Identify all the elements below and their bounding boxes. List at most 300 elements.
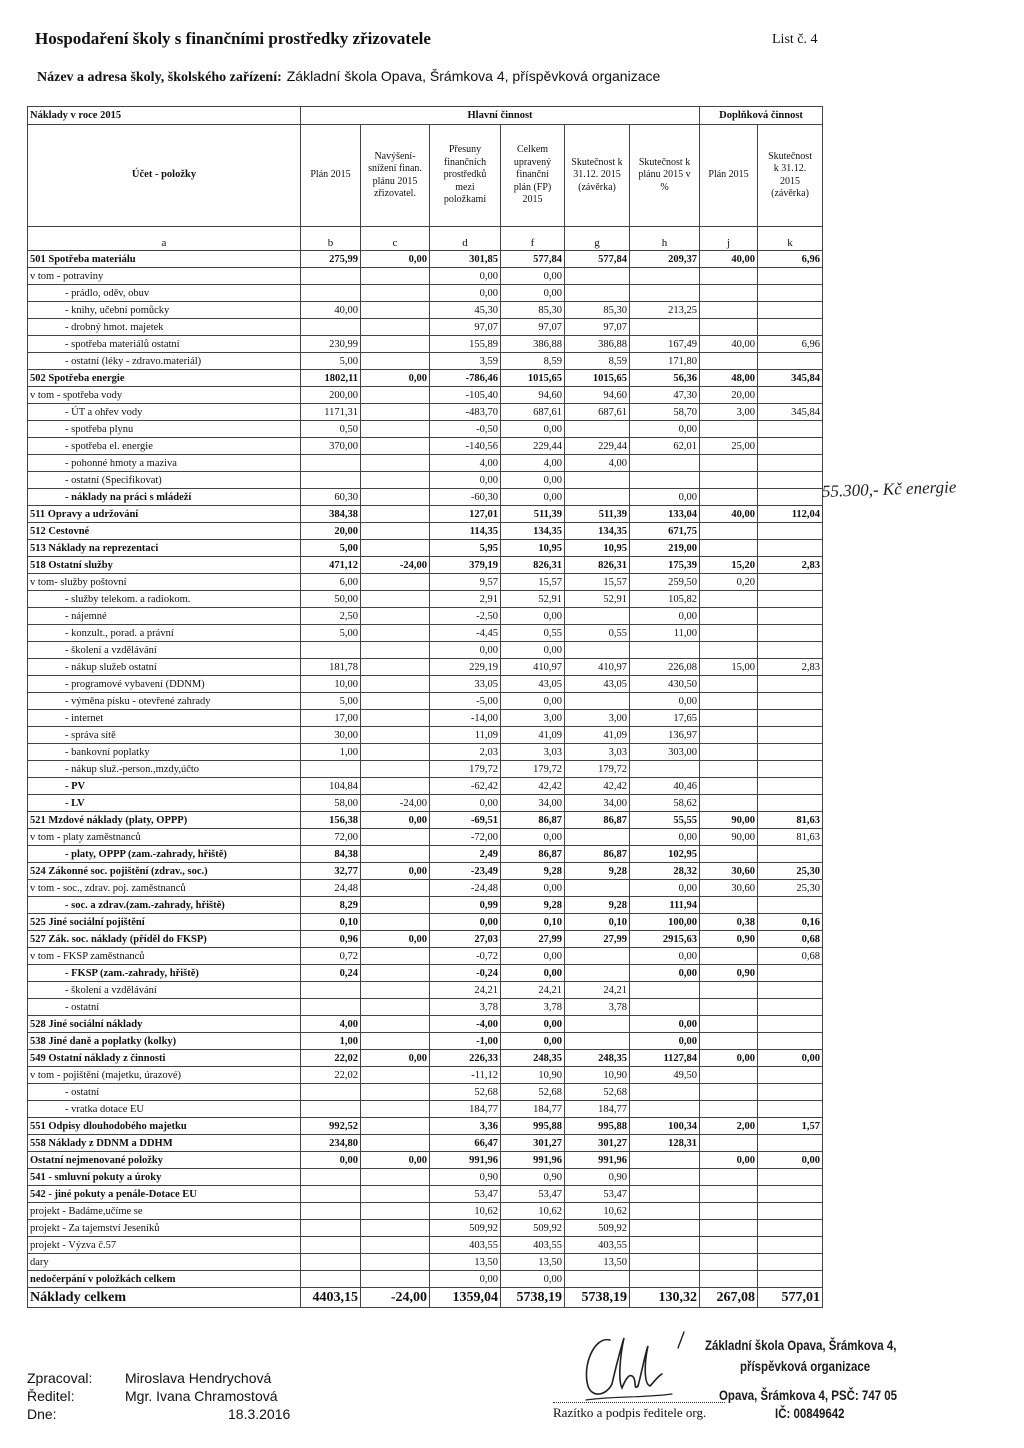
cell-actual-pct: 133,04 — [630, 506, 700, 523]
cell-plan-change — [361, 1220, 430, 1237]
cell-supp-plan: 0,90 — [700, 931, 758, 948]
cell-actual-pct: 62,01 — [630, 438, 700, 455]
cell-plan: 384,38 — [301, 506, 361, 523]
cell-plan-change: 0,00 — [361, 1050, 430, 1067]
cell-plan — [301, 1237, 361, 1254]
cell-supp-actual: 1,57 — [758, 1118, 823, 1135]
table-row — [28, 642, 823, 659]
col-letter: j — [700, 227, 758, 251]
cell-supp-actual — [758, 285, 823, 302]
cell-supp-plan — [700, 1203, 758, 1220]
table-row — [28, 812, 823, 829]
cell-adjusted-plan: 0,90 — [501, 1169, 565, 1186]
cell-transfers: -23,49 — [430, 863, 501, 880]
cell-plan: 84,38 — [301, 846, 361, 863]
cell-supp-plan — [700, 1084, 758, 1101]
cell-transfers: -5,00 — [430, 693, 501, 710]
row-label: 541 - smluvní pokuty a úroky — [28, 1169, 301, 1186]
prepared-by-name: Miroslava Hendrychová — [125, 1370, 272, 1386]
cell-actual-pct: 58,70 — [630, 404, 700, 421]
cell-supp-actual — [758, 1237, 823, 1254]
cell-plan — [301, 1169, 361, 1186]
cell-plan-change — [361, 761, 430, 778]
cell-actual: 3,78 — [565, 999, 630, 1016]
cell-plan-change — [361, 1271, 430, 1288]
cell-plan-change: -24,00 — [361, 795, 430, 812]
cell-supp-actual — [758, 302, 823, 319]
cell-supp-plan: 40,00 — [700, 336, 758, 353]
cell-supp-actual — [758, 1169, 823, 1186]
table-row — [28, 438, 823, 455]
row-label: v tom - spotřeba vody — [28, 387, 301, 404]
cell-plan — [301, 1254, 361, 1271]
cell-plan-change: 0,00 — [361, 812, 430, 829]
cell-supp-actual: 6,96 — [758, 251, 823, 268]
cell-adjusted-plan: 52,68 — [501, 1084, 565, 1101]
cell-adjusted-plan: 509,92 — [501, 1220, 565, 1237]
cell-plan: 1,00 — [301, 744, 361, 761]
table-row — [28, 421, 823, 438]
cell-actual: 0,90 — [565, 1169, 630, 1186]
cell-supp-plan: 40,00 — [700, 251, 758, 268]
cell-supp-plan — [700, 1237, 758, 1254]
group-supplementary-activity-header: Doplňková činnost — [700, 107, 823, 125]
cell-actual-pct: 105,82 — [630, 591, 700, 608]
row-label: 521 Mzdové náklady (platy, OPPP) — [28, 812, 301, 829]
signature — [572, 1326, 692, 1406]
cell-adjusted-plan: 13,50 — [501, 1254, 565, 1271]
cell-actual: 52,91 — [565, 591, 630, 608]
cell-adjusted-plan: 9,28 — [501, 863, 565, 880]
cell-actual: 10,95 — [565, 540, 630, 557]
table-row — [28, 1118, 823, 1135]
table-row — [28, 1101, 823, 1118]
cell-transfers: 0,00 — [430, 285, 501, 302]
cell-adjusted-plan: 8,59 — [501, 353, 565, 370]
cell-plan-change — [361, 285, 430, 302]
prepared-by-label: Zpracoval: — [27, 1370, 93, 1386]
cell-actual-pct: 17,65 — [630, 710, 700, 727]
cell-plan: 50,00 — [301, 591, 361, 608]
cell-plan: 0,50 — [301, 421, 361, 438]
cell-actual-pct: 102,95 — [630, 846, 700, 863]
cell-actual-pct: 128,31 — [630, 1135, 700, 1152]
cell-plan-change: -24,00 — [361, 557, 430, 574]
cell-supp-plan — [700, 1067, 758, 1084]
cell-adjusted-plan: 3,00 — [501, 710, 565, 727]
group-header-row — [28, 107, 823, 125]
row-label: v tom- služby poštovní — [28, 574, 301, 591]
cell-actual — [565, 829, 630, 846]
cell-plan: 992,52 — [301, 1118, 361, 1135]
table-row — [28, 387, 823, 404]
cell-plan-change — [361, 948, 430, 965]
cell-actual — [565, 608, 630, 625]
cell-plan-change: 0,00 — [361, 863, 430, 880]
cell-supp-actual — [758, 778, 823, 795]
cell-actual — [565, 489, 630, 506]
cell-actual: 8,59 — [565, 353, 630, 370]
cell-supp-plan — [700, 472, 758, 489]
table-row — [28, 268, 823, 285]
cell-plan — [301, 285, 361, 302]
cell-supp-actual — [758, 319, 823, 336]
cell-actual: 15,57 — [565, 574, 630, 591]
cell-adjusted-plan: 0,00 — [501, 421, 565, 438]
row-label: - programové vybavení (DDNM) — [28, 676, 301, 693]
table-row — [28, 982, 823, 999]
cell-plan-change — [361, 965, 430, 982]
cell-plan: 104,84 — [301, 778, 361, 795]
document-title: Hospodaření školy s finančními prostředky zřizovatele — [35, 29, 431, 48]
cell-transfers: 179,72 — [430, 761, 501, 778]
cell-supp-actual — [758, 1033, 823, 1050]
cell-supp-plan — [700, 591, 758, 608]
cell-transfers: -0,72 — [430, 948, 501, 965]
cell-supp-plan — [700, 1016, 758, 1033]
cell-supp-actual — [758, 625, 823, 642]
cell-plan-change — [361, 1084, 430, 1101]
cell-supp-plan — [700, 540, 758, 557]
cell-adjusted-plan: 94,60 — [501, 387, 565, 404]
cell-actual-pct: 213,25 — [630, 302, 700, 319]
cell-transfers: 0,00 — [430, 268, 501, 285]
cell-plan-change — [361, 523, 430, 540]
cell-adjusted-plan: 3,78 — [501, 999, 565, 1016]
cell-plan: 4,00 — [301, 1016, 361, 1033]
cell-transfers: -24,48 — [430, 880, 501, 897]
cell-supp-actual: 6,96 — [758, 336, 823, 353]
cell-actual: 511,39 — [565, 506, 630, 523]
cell-adjusted-plan: 86,87 — [501, 846, 565, 863]
cell-supp-plan — [700, 319, 758, 336]
cell-plan: 40,00 — [301, 302, 361, 319]
cell-supp-plan: 90,00 — [700, 812, 758, 829]
cell-supp-actual — [758, 472, 823, 489]
cell-plan-change — [361, 1067, 430, 1084]
cell-plan-change — [361, 302, 430, 319]
cell-supp-plan — [700, 302, 758, 319]
cell-transfers: 0,00 — [430, 914, 501, 931]
row-label: - nákup služ.-person.,mzdy,účto — [28, 761, 301, 778]
row-label: - spotřeba el. energie — [28, 438, 301, 455]
row-label: - školení a vzdělávání — [28, 982, 301, 999]
cell-plan: 30,00 — [301, 727, 361, 744]
cell-actual — [565, 268, 630, 285]
cell-adjusted-plan: 248,35 — [501, 1050, 565, 1067]
cell-actual: 134,35 — [565, 523, 630, 540]
row-label: - bankovní poplatky — [28, 744, 301, 761]
table-row — [28, 676, 823, 693]
column-header-row — [28, 125, 823, 227]
cell-adjusted-plan: 0,00 — [501, 608, 565, 625]
school-label: Název a adresa školy, školského zařízení: — [37, 70, 282, 85]
cell-supp-actual: 577,01 — [758, 1288, 823, 1308]
cell-actual-pct — [630, 642, 700, 659]
cell-plan: 8,29 — [301, 897, 361, 914]
table-row — [28, 965, 823, 982]
table-row — [28, 506, 823, 523]
table-row — [28, 489, 823, 506]
cell-transfers: 52,68 — [430, 1084, 501, 1101]
cell-adjusted-plan: 97,07 — [501, 319, 565, 336]
cell-adjusted-plan: 85,30 — [501, 302, 565, 319]
cell-actual: 184,77 — [565, 1101, 630, 1118]
col-letter: k — [758, 227, 823, 251]
cell-transfers: 9,57 — [430, 574, 501, 591]
signature-caption: Razítko a podpis ředitele org. — [553, 1405, 707, 1420]
cell-actual: 0,10 — [565, 914, 630, 931]
cell-transfers: 45,30 — [430, 302, 501, 319]
cell-supp-plan — [700, 948, 758, 965]
cell-plan — [301, 268, 361, 285]
cell-plan — [301, 1271, 361, 1288]
cell-transfers: 3,59 — [430, 353, 501, 370]
cell-plan — [301, 319, 361, 336]
row-label: - nájemné — [28, 608, 301, 625]
date-value: 18.3.2016 — [228, 1406, 291, 1422]
cell-plan-change: 0,00 — [361, 370, 430, 387]
cell-adjusted-plan: 0,00 — [501, 268, 565, 285]
cell-supp-actual — [758, 965, 823, 982]
cell-supp-actual: 0,68 — [758, 948, 823, 965]
cell-transfers: -483,70 — [430, 404, 501, 421]
cell-transfers: 991,96 — [430, 1152, 501, 1169]
cell-adjusted-plan: 0,00 — [501, 489, 565, 506]
row-label: Ostatní nejmenované položky — [28, 1152, 301, 1169]
cell-actual-pct — [630, 1084, 700, 1101]
row-label: 518 Ostatní služby — [28, 557, 301, 574]
cell-supp-actual: 0,68 — [758, 931, 823, 948]
cell-actual-pct: 0,00 — [630, 948, 700, 965]
cell-supp-plan — [700, 1101, 758, 1118]
cell-actual-pct — [630, 472, 700, 489]
col-letter: c — [361, 227, 430, 251]
table-row — [28, 608, 823, 625]
table-row — [28, 404, 823, 421]
director-name: Mgr. Ivana Chramostová — [125, 1388, 278, 1404]
cell-actual-pct — [630, 1271, 700, 1288]
cell-actual-pct — [630, 285, 700, 302]
row-label: - výměna písku - otevřené zahrady — [28, 693, 301, 710]
col-header-plan-change: Navýšení- snížení finan. plánu 2015 zřizovatel. — [361, 125, 430, 227]
cell-supp-plan — [700, 1254, 758, 1271]
cell-plan-change: 0,00 — [361, 251, 430, 268]
cell-supp-actual — [758, 608, 823, 625]
cell-plan-change: 0,00 — [361, 931, 430, 948]
table-row — [28, 948, 823, 965]
cell-actual-pct: 56,36 — [630, 370, 700, 387]
cell-transfers: -4,45 — [430, 625, 501, 642]
cell-transfers: -4,00 — [430, 1016, 501, 1033]
row-label: - internet — [28, 710, 301, 727]
cell-supp-plan: 3,00 — [700, 404, 758, 421]
cell-plan: 6,00 — [301, 574, 361, 591]
cell-transfers: -14,00 — [430, 710, 501, 727]
cell-plan-change — [361, 625, 430, 642]
row-label: projekt - Badáme,učíme se — [28, 1203, 301, 1220]
cell-plan: 370,00 — [301, 438, 361, 455]
cell-supp-plan — [700, 982, 758, 999]
cell-actual: 4,00 — [565, 455, 630, 472]
col-header-actual: Skutečnost k 31.12. 2015 (závěrka) — [565, 125, 630, 227]
cell-adjusted-plan: 184,77 — [501, 1101, 565, 1118]
cell-plan-change — [361, 642, 430, 659]
cell-actual: 41,09 — [565, 727, 630, 744]
cell-adjusted-plan: 5738,19 — [501, 1288, 565, 1308]
cell-adjusted-plan: 0,00 — [501, 1033, 565, 1050]
cell-actual-pct: 430,50 — [630, 676, 700, 693]
cell-adjusted-plan: 52,91 — [501, 591, 565, 608]
cell-actual: 0,55 — [565, 625, 630, 642]
cell-supp-plan: 0,90 — [700, 965, 758, 982]
cell-plan: 0,24 — [301, 965, 361, 982]
cell-supp-actual — [758, 982, 823, 999]
cell-actual-pct: 55,55 — [630, 812, 700, 829]
cell-supp-actual — [758, 761, 823, 778]
cell-supp-actual — [758, 727, 823, 744]
cell-actual-pct — [630, 761, 700, 778]
table-row — [28, 880, 823, 897]
cell-actual-pct: 0,00 — [630, 1016, 700, 1033]
cell-supp-plan — [700, 1186, 758, 1203]
cell-transfers: 13,50 — [430, 1254, 501, 1271]
cell-adjusted-plan: 577,84 — [501, 251, 565, 268]
cell-plan-change — [361, 421, 430, 438]
cell-supp-plan — [700, 353, 758, 370]
table-row — [28, 625, 823, 642]
cell-adjusted-plan: 0,00 — [501, 642, 565, 659]
cell-adjusted-plan: 0,00 — [501, 880, 565, 897]
cell-plan: 17,00 — [301, 710, 361, 727]
cell-actual-pct: 100,34 — [630, 1118, 700, 1135]
cell-plan — [301, 472, 361, 489]
cell-adjusted-plan: 0,55 — [501, 625, 565, 642]
cell-actual-pct: 136,97 — [630, 727, 700, 744]
cell-supp-plan: 15,20 — [700, 557, 758, 574]
row-label: - ÚT a ohřev vody — [28, 404, 301, 421]
cell-plan: 4403,15 — [301, 1288, 361, 1308]
cell-supp-plan — [700, 268, 758, 285]
cell-actual-pct: 11,00 — [630, 625, 700, 642]
row-label: v tom - potraviny — [28, 268, 301, 285]
table-row — [28, 285, 823, 302]
cell-supp-actual — [758, 1203, 823, 1220]
school-name: Základní škola Opava, Šrámkova 4, příspěvková organizace — [286, 68, 661, 84]
cell-plan: 22,02 — [301, 1050, 361, 1067]
handwritten-note: 55.300,- Kč energie — [821, 477, 957, 501]
row-label: Náklady celkem — [28, 1288, 301, 1308]
cell-actual-pct — [630, 999, 700, 1016]
cell-transfers: -11,12 — [430, 1067, 501, 1084]
cell-transfers: 0,00 — [430, 642, 501, 659]
cell-supp-actual — [758, 999, 823, 1016]
cell-adjusted-plan: 0,00 — [501, 965, 565, 982]
cell-supp-actual — [758, 574, 823, 591]
table-row — [28, 931, 823, 948]
cell-actual: 97,07 — [565, 319, 630, 336]
row-label: - konzult., porad. a právní — [28, 625, 301, 642]
director-label: Ředitel: — [27, 1388, 75, 1404]
cell-supp-plan: 0,00 — [700, 1050, 758, 1067]
cell-actual: 577,84 — [565, 251, 630, 268]
cell-supp-actual — [758, 897, 823, 914]
group-main-activity-header: Hlavní činnost — [301, 107, 700, 125]
cell-plan-change — [361, 744, 430, 761]
cell-transfers: -0,24 — [430, 965, 501, 982]
cell-supp-plan: 267,08 — [700, 1288, 758, 1308]
cell-actual-pct — [630, 319, 700, 336]
cell-transfers: 0,00 — [430, 795, 501, 812]
stamp-line: IČ: 00849642 — [775, 1405, 845, 1421]
cell-supp-actual — [758, 846, 823, 863]
cell-supp-actual — [758, 1084, 823, 1101]
cell-actual: 3,00 — [565, 710, 630, 727]
cell-actual-pct: 0,00 — [630, 693, 700, 710]
cell-plan-change — [361, 1101, 430, 1118]
table-row — [28, 370, 823, 387]
cell-plan: 1171,31 — [301, 404, 361, 421]
cell-plan-change — [361, 999, 430, 1016]
row-label: nedočerpání v položkách celkem — [28, 1271, 301, 1288]
cell-supp-actual: 2,83 — [758, 659, 823, 676]
cell-actual-pct: 0,00 — [630, 421, 700, 438]
cell-supp-actual — [758, 693, 823, 710]
cell-actual: 403,55 — [565, 1237, 630, 1254]
cell-plan-change — [361, 353, 430, 370]
row-label: 538 Jiné daně a poplatky (kolky) — [28, 1033, 301, 1050]
cell-actual — [565, 642, 630, 659]
row-label: projekt - Výzva č.57 — [28, 1237, 301, 1254]
cell-transfers: -0,50 — [430, 421, 501, 438]
cell-actual-pct: 226,08 — [630, 659, 700, 676]
table-row — [28, 829, 823, 846]
cell-plan-change — [361, 540, 430, 557]
cell-plan — [301, 1101, 361, 1118]
row-label: 513 Náklady na reprezentaci — [28, 540, 301, 557]
cell-plan: 24,48 — [301, 880, 361, 897]
row-label: - PV — [28, 778, 301, 795]
table-row — [28, 897, 823, 914]
table-row — [28, 778, 823, 795]
cell-supp-plan: 90,00 — [700, 829, 758, 846]
cell-actual: 27,99 — [565, 931, 630, 948]
cell-transfers: -60,30 — [430, 489, 501, 506]
cell-transfers: 3,36 — [430, 1118, 501, 1135]
cell-plan-change — [361, 1237, 430, 1254]
cell-supp-plan: 30,60 — [700, 863, 758, 880]
row-label: - platy, OPPP (zam.-zahrady, hřiště) — [28, 846, 301, 863]
table-row — [28, 1169, 823, 1186]
cell-supp-actual: 81,63 — [758, 812, 823, 829]
cell-supp-actual: 0,00 — [758, 1152, 823, 1169]
cell-plan: 200,00 — [301, 387, 361, 404]
cell-supp-actual: 81,63 — [758, 829, 823, 846]
stamp-line: Základní škola Opava, Šrámkova 4, — [705, 1337, 897, 1353]
cell-transfers: -1,00 — [430, 1033, 501, 1050]
cell-supp-actual — [758, 591, 823, 608]
cell-actual: 42,42 — [565, 778, 630, 795]
cell-supp-actual — [758, 676, 823, 693]
cell-actual-pct: 0,00 — [630, 965, 700, 982]
cell-actual: 991,96 — [565, 1152, 630, 1169]
col-header-plan: Plán 2015 — [301, 125, 361, 227]
cell-adjusted-plan: 229,44 — [501, 438, 565, 455]
cell-transfers: 184,77 — [430, 1101, 501, 1118]
cell-actual-pct: 209,37 — [630, 251, 700, 268]
cell-plan: 22,02 — [301, 1067, 361, 1084]
cell-plan: 275,99 — [301, 251, 361, 268]
